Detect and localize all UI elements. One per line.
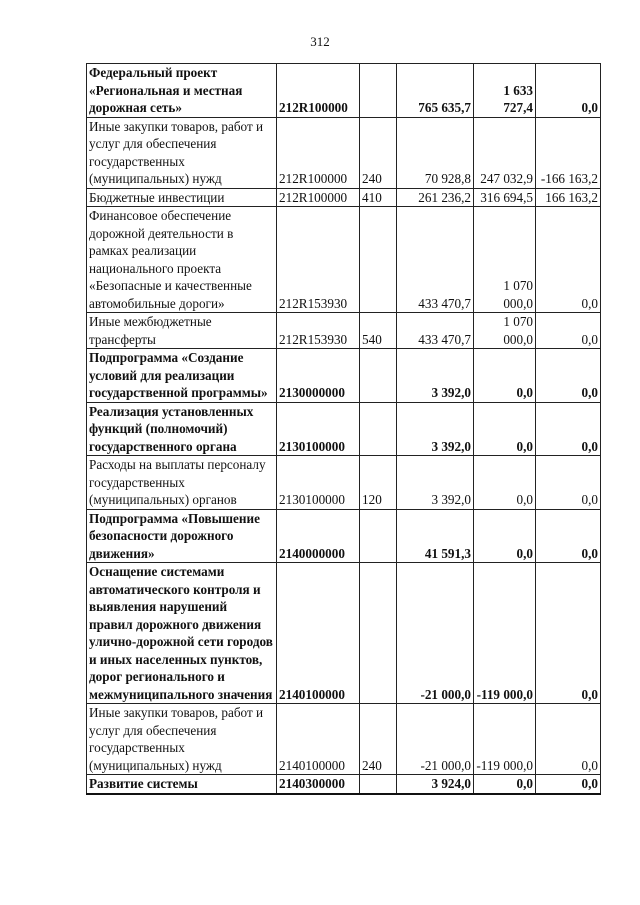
table-row xyxy=(87,207,601,313)
row-name-cell: Иные закупки товаров, работ и услуг для обеспечения государственных (муниципальных) нужд xyxy=(87,704,277,775)
row-amount-1-cell: 41 591,3 xyxy=(397,509,474,563)
row-amount-1-cell: 70 928,8 xyxy=(397,117,474,188)
row-amount-3-cell: 0,0 xyxy=(536,207,601,313)
table-row xyxy=(87,456,601,510)
row-amount-3-cell: 0,0 xyxy=(536,349,601,403)
row-amount-3-cell: 0,0 xyxy=(536,456,601,510)
row-code-cell: 212R153930 xyxy=(277,313,360,349)
row-amount-1-cell: 433 470,7 xyxy=(397,207,474,313)
row-amount-3-cell: 0,0 xyxy=(536,313,601,349)
row-expense-type-cell xyxy=(360,402,397,456)
row-code-cell: 2140100000 xyxy=(277,704,360,775)
row-code-cell: 2130100000 xyxy=(277,402,360,456)
row-name-cell: Подпрограмма «Повышение безопасности дорожного движения» xyxy=(87,509,277,563)
row-name-cell: Бюджетные инвестиции xyxy=(87,188,277,207)
row-amount-3-cell: 0,0 xyxy=(536,704,601,775)
row-amount-2-cell: -119 000,0 xyxy=(474,704,536,775)
row-amount-2-cell: 1 070 000,0 xyxy=(474,313,536,349)
row-amount-3-cell: 0,0 xyxy=(536,402,601,456)
row-expense-type-cell xyxy=(360,509,397,563)
row-amount-1-cell: 3 392,0 xyxy=(397,456,474,510)
row-amount-3-cell: -166 163,2 xyxy=(536,117,601,188)
row-amount-1-cell: 3 924,0 xyxy=(397,775,474,794)
row-amount-2-cell: 247 032,9 xyxy=(474,117,536,188)
row-code-cell: 2140000000 xyxy=(277,509,360,563)
row-amount-2-cell: 316 694,5 xyxy=(474,188,536,207)
row-code-cell: 212R100000 xyxy=(277,64,360,118)
row-expense-type-cell: 240 xyxy=(360,704,397,775)
table-row xyxy=(87,188,601,207)
row-expense-type-cell xyxy=(360,64,397,118)
row-name-cell: Иные закупки товаров, работ и услуг для обеспечения государственных (муниципальных) нужд xyxy=(87,117,277,188)
row-code-cell: 2140300000 xyxy=(277,775,360,794)
row-amount-3-cell: 0,0 xyxy=(536,563,601,704)
row-expense-type-cell: 120 xyxy=(360,456,397,510)
row-name-cell: Иные межбюджетные трансферты xyxy=(87,313,277,349)
row-expense-type-cell xyxy=(360,349,397,403)
row-amount-2-cell: 0,0 xyxy=(474,775,536,794)
row-amount-2-cell: 1 633 727,4 xyxy=(474,64,536,118)
row-expense-type-cell: 240 xyxy=(360,117,397,188)
row-expense-type-cell xyxy=(360,207,397,313)
row-amount-2-cell: 1 070 000,0 xyxy=(474,207,536,313)
row-amount-1-cell: 765 635,7 xyxy=(397,64,474,118)
row-amount-1-cell: 433 470,7 xyxy=(397,313,474,349)
row-name-cell: Финансовое обеспечение дорожной деятельности в рамках реализации национального проекта «Безопасные и качественные автомобильные дороги» xyxy=(87,207,277,313)
row-expense-type-cell: 540 xyxy=(360,313,397,349)
row-name-cell: Подпрограмма «Создание условий для реализации государственной программы» xyxy=(87,349,277,403)
row-amount-2-cell: 0,0 xyxy=(474,402,536,456)
table-row xyxy=(87,313,601,349)
row-code-cell: 212R100000 xyxy=(277,117,360,188)
table-row xyxy=(87,117,601,188)
row-amount-2-cell: 0,0 xyxy=(474,349,536,403)
row-amount-2-cell: 0,0 xyxy=(474,509,536,563)
row-amount-2-cell: -119 000,0 xyxy=(474,563,536,704)
row-name-cell: Развитие системы xyxy=(87,775,277,794)
row-code-cell: 2140100000 xyxy=(277,563,360,704)
row-amount-1-cell: -21 000,0 xyxy=(397,704,474,775)
row-amount-1-cell: 261 236,2 xyxy=(397,188,474,207)
row-amount-3-cell: 166 163,2 xyxy=(536,188,601,207)
row-amount-1-cell: 3 392,0 xyxy=(397,349,474,403)
row-expense-type-cell xyxy=(360,563,397,704)
row-code-cell: 2130000000 xyxy=(277,349,360,403)
row-amount-1-cell: -21 000,0 xyxy=(397,563,474,704)
table-row xyxy=(87,402,601,456)
table-row xyxy=(87,704,601,775)
row-code-cell: 212R100000 xyxy=(277,188,360,207)
budget-table xyxy=(86,63,601,795)
row-name-cell: Федеральный проект «Региональная и местная дорожная сеть» xyxy=(87,64,277,118)
table-row xyxy=(87,775,601,794)
row-expense-type-cell xyxy=(360,775,397,794)
table-row xyxy=(87,563,601,704)
page-number: 312 xyxy=(310,34,330,49)
row-code-cell: 2130100000 xyxy=(277,456,360,510)
row-amount-3-cell: 0,0 xyxy=(536,775,601,794)
row-name-cell: Оснащение системами автоматического контроля и выявления нарушений правил дорожного движения улично-дорожной сети городов и иных населенных пунктов, дорог регионального и межмуниципального значения xyxy=(87,563,277,704)
table-row xyxy=(87,64,601,118)
row-amount-3-cell: 0,0 xyxy=(536,509,601,563)
row-amount-1-cell: 3 392,0 xyxy=(397,402,474,456)
row-amount-3-cell: 0,0 xyxy=(536,64,601,118)
row-code-cell: 212R153930 xyxy=(277,207,360,313)
row-name-cell: Реализация установленных функций (полномочий) государственного органа xyxy=(87,402,277,456)
row-amount-2-cell: 0,0 xyxy=(474,456,536,510)
row-expense-type-cell: 410 xyxy=(360,188,397,207)
row-name-cell: Расходы на выплаты персоналу государственных (муниципальных) органов xyxy=(87,456,277,510)
table-row xyxy=(87,509,601,563)
table-row xyxy=(87,349,601,403)
